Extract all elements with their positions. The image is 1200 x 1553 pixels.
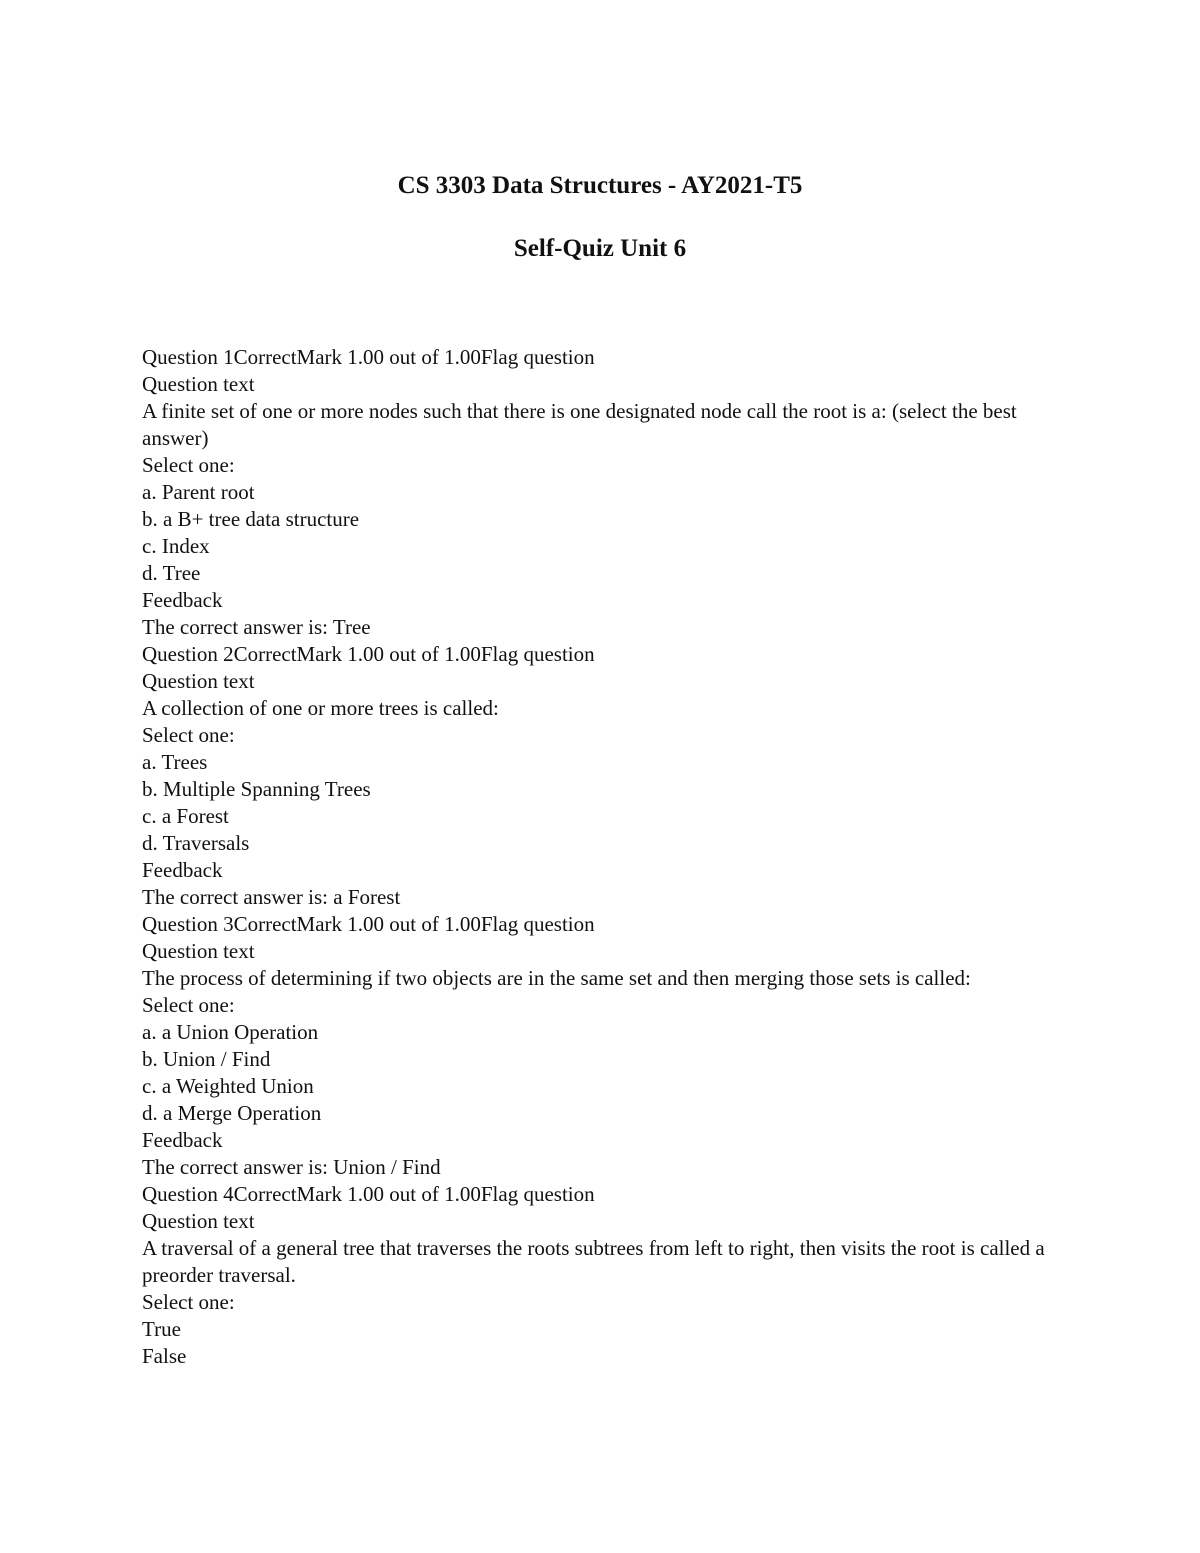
select-one-label: Select one: [142,453,235,477]
correct-answer: The correct answer is: Union / Find [142,1155,441,1179]
question-block [142,911,1072,1181]
answer-option: a. a Union Operation [142,1020,319,1044]
answer-option: c. a Weighted Union [142,1074,314,1098]
select-one-label: Select one: [142,723,235,747]
answer-option: d. Tree [142,561,201,585]
feedback-label: Feedback [142,1128,223,1152]
question-prompt: A collection of one or more trees is called: [142,696,499,720]
question-text-label: Question text [142,939,255,963]
question-text-label: Question text [142,372,255,396]
answer-option: d. Traversals [142,831,250,855]
quiz-body [142,344,1072,1370]
correct-answer: The correct answer is: a Forest [142,885,401,909]
select-one-label: Select one: [142,993,235,1017]
feedback-label: Feedback [142,858,223,882]
answer-option: d. a Merge Operation [142,1101,322,1125]
question-prompt: A finite set of one or more nodes such that there is one designated node call the root is a: (select the best answer) [142,399,1017,450]
question-block [142,641,1072,911]
answer-option: b. a B+ tree data structure [142,507,360,531]
answer-option: b. Union / Find [142,1047,271,1071]
answer-option: c. Index [142,534,210,558]
question-text-label: Question text [142,1209,255,1233]
question-prompt: A traversal of a general tree that traverses the roots subtrees from left to right, then visits the root is called a preorder traversal. [142,1236,1045,1287]
question-block [142,1181,1072,1370]
question-text-label: Question text [142,669,255,693]
answer-option: a. Trees [142,750,208,774]
document-title: CS 3303 Data Structures - AY2021-T5 [397,172,803,199]
answer-option: False [142,1344,187,1368]
question-header: Question 4CorrectMark 1.00 out of 1.00Flag question [142,1182,595,1206]
question-block [142,344,1072,641]
question-header: Question 2CorrectMark 1.00 out of 1.00Flag question [142,642,595,666]
answer-option: b. Multiple Spanning Trees [142,777,371,801]
question-header: Question 3CorrectMark 1.00 out of 1.00Flag question [142,912,595,936]
answer-option: c. a Forest [142,804,229,828]
question-prompt: The process of determining if two objects are in the same set and then merging those sets is called: [142,966,971,990]
select-one-label: Select one: [142,1290,235,1314]
question-header: Question 1CorrectMark 1.00 out of 1.00Flag question [142,345,595,369]
answer-option: True [142,1317,181,1341]
document-subtitle: Self-Quiz Unit 6 [513,235,687,262]
feedback-label: Feedback [142,588,223,612]
correct-answer: The correct answer is: Tree [142,615,371,639]
answer-option: a. Parent root [142,480,255,504]
